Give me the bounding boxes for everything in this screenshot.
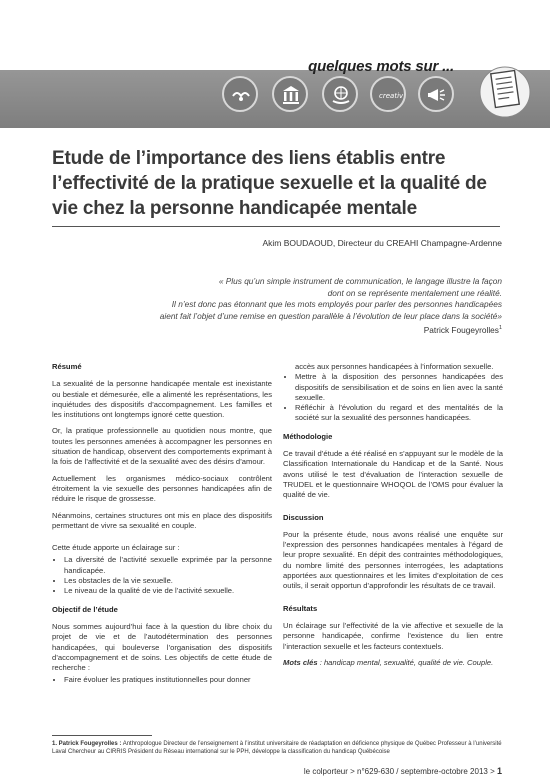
footnote: [52, 740, 502, 756]
method-paragraph: Ce travail d’étude a été réalisé en s’appuyant sur le modèle de la Classification Internationale du Handicap et de la Santé. Nous avons utilisé le test d’évaluation de l’interaction sexuelle de TRUDEL et le questionnaire WHOQOL de l’OMS pour évaluer la qualité de vie.: [283, 449, 503, 500]
footnote-text: Anthropologue Directeur de l’enseignement à l’institut universitaire de réadaptation en déficience physique de Québec Professeur à l’université Laval Chercheur au CIRRIS Président du Réseau international sur le PPH, développe la classification du handicap Québécoise: [52, 741, 502, 756]
keywords-label: Mots clés: [283, 657, 318, 667]
objective-list: [52, 675, 272, 685]
right-column: [283, 362, 503, 674]
resume-list: [52, 555, 272, 596]
page-footer: [304, 766, 502, 776]
resume-paragraph: La sexualité de la personne handicapée mentale est inexistante ou bestiale et démesurée, elle a alimenté les représentations, les inquiétudes des dispositifs d’accompagnement. Les familles et les institutions ont longtemps ignoré cette question.: [52, 379, 272, 420]
epigraph-line: Il n’est donc pas étonnant que les mots employés pour parler des personnes handicapées: [171, 299, 502, 309]
epigraph-quote: [142, 276, 502, 322]
list-item: • Faire évoluer les pratiques institutionnelles pour donner: [64, 675, 272, 685]
footnote-ref[interactable]: 1: [498, 325, 502, 332]
header-band-top: [0, 56, 550, 70]
list-item: • Le niveau de la qualité de vie de l’activité sexuelle.: [64, 586, 272, 596]
page-number: 1: [496, 766, 502, 776]
footnote-label: 1. Patrick Fougeyrolles :: [52, 741, 122, 747]
globe-hand-icon: [322, 76, 358, 112]
epigraph-line: dont on se représente mentalement une réalité.: [327, 287, 502, 298]
resume-paragraph: Actuellement les organismes médico-sociaux contrôlent étroitement la vie sexuelle des personnes handicapées afin de réduire le risque de grossesse.: [52, 473, 272, 504]
epigraph-line: « Plus qu’un simple instrument de communication, le langage illustre la façon: [218, 276, 502, 286]
left-column: [52, 362, 272, 694]
discussion-heading: Discussion: [283, 512, 324, 522]
results-paragraph: Un éclairage sur l’effectivité de la vie affective et sexuelle de la personne handicapée, confirme l’existence du lien entre l’interaction sexuelle et les facteurs contextuels.: [283, 620, 503, 651]
objective-paragraph: Nous sommes aujourd’hui face à la question du libre choix du projet de vie et de l’autodétermination des personnes handicapées, qui bouleverse l’organisation des dispositifs d’accompagnement et de soins. Les objectifs de cette étude de recherche :: [52, 621, 272, 673]
list-item: • Mettre à la disposition des personnes handicapées des dispositifs de sensibilisation et de soins en lien avec la santé sexuelle.: [295, 372, 503, 403]
method-heading: Méthodologie: [283, 431, 333, 441]
list-item: • Les obstacles de la vie sexuelle.: [64, 576, 272, 586]
footnote-divider: [52, 735, 152, 736]
section-tag: quelques mots sur ...: [308, 58, 454, 75]
epigraph-line: aient fait l’objet d’une remise en question parallèle à l’évolution de leur place dans la société»: [159, 310, 502, 321]
resume-paragraph: Cette étude apporte un éclairage sur :: [52, 543, 180, 553]
creativity-icon: [370, 76, 406, 112]
svg-text:creativ: creativ: [379, 92, 404, 100]
keywords-text: : handicap mental, sexualité, qualité de vie. Couple.: [319, 657, 494, 667]
keywords: [283, 658, 503, 668]
article-title: Etude de l’importance des liens établis entre l’effectivité de la pratique sexuelle et la qualité de vie chez la personne handicapée mentale: [52, 148, 487, 219]
continued-text: accès aux personnes handicapées à l’information sexuelle.: [295, 362, 494, 371]
article-author: Akim BOUDAOUD, Directeur du CREAHI Champagne-Ardenne: [262, 238, 502, 248]
pillars-icon: [272, 76, 308, 112]
epigraph-author: [424, 325, 502, 335]
results-heading: Résultats: [283, 603, 318, 613]
list-item: • Réfléchir à l’évolution du regard et des mentalités de la société sur la sexualité des personnes handicapées.: [295, 403, 503, 424]
epigraph-author-name: Patrick Fougeyrolles: [423, 325, 499, 335]
objective-heading: Objectif de l’étude: [52, 604, 118, 614]
megaphone-icon: [418, 76, 454, 112]
birds-icon: [222, 76, 258, 112]
publication-info: le colporteur > n°629-630 / septembre-octobre 2013 >: [303, 767, 495, 776]
resume-paragraph: Néanmoins, certaines structures ont mis en place des dispositifs permettant de vivre sa sexualité en couple.: [52, 510, 272, 530]
resume-paragraph: Or, la pratique professionnelle au quotidien nous montre, que toutes les personnes amenées à accompagner les personnes en situation de handicap, observent des comportements exprimant à la fois de l’affectivité et de la sexualité avec des désirs d’amour.: [52, 426, 272, 467]
resume-heading: Résumé: [52, 362, 82, 371]
document-icon: [480, 62, 530, 120]
discussion-paragraph: Pour la présente étude, nous avons réalisé une enquête sur l’expression des personnes handicapées mentales à l’égard de leur propre sexualité. En dépit des contraintes méthodologiques, du nombre limité des personnes interrogées, les adaptations apportées aux questionnaires et les limites d’exploitation de ces outils, il serait opportun d’approfondir les résultats de ce travail.: [283, 529, 503, 591]
title-divider: [52, 226, 500, 227]
objective-list-continued: [283, 372, 503, 423]
list-item: • La diversité de l’activité sexuelle exprimée par la personne handicapée.: [64, 555, 272, 576]
